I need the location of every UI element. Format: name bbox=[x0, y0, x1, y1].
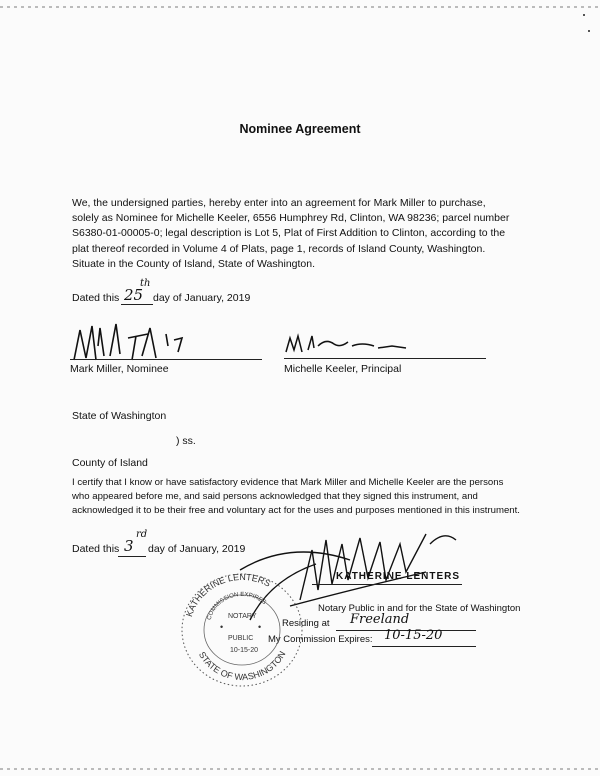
agreement-paragraph bbox=[72, 196, 542, 272]
signature-line-left bbox=[70, 359, 262, 360]
michelle-keeler-signature bbox=[282, 330, 422, 360]
venue-county: County of Island bbox=[72, 457, 148, 469]
notary-name-line bbox=[312, 584, 462, 585]
paragraph-line: Situate in the County of Island, State of Washington. bbox=[72, 257, 316, 270]
day-handwritten-2: 3 bbox=[124, 537, 134, 555]
venue-state: State of Washington bbox=[72, 410, 167, 422]
scan-speck bbox=[588, 30, 590, 32]
dated-line-1-prefix: Dated this bbox=[72, 292, 120, 304]
commission-underline bbox=[372, 646, 476, 647]
day-underline-1 bbox=[121, 304, 153, 305]
notary-name-stamp: KATHERINE LENTERS bbox=[336, 571, 461, 582]
notary-commission-label: My Commission Expires: bbox=[268, 634, 373, 645]
dated-line-1-suffix: day of January, 2019 bbox=[153, 292, 251, 304]
seal-outer-top: KATHERINE LENTERS bbox=[184, 571, 273, 618]
certification-line: I certify that I know or have satisfactory evidence that Mark Miller and Michelle Keeler are the persons bbox=[72, 477, 504, 488]
signature-line-right bbox=[284, 358, 486, 359]
certification-line: who appeared before me, and said persons acknowledged that they signed this instrument, and bbox=[72, 491, 478, 502]
document-title: Nominee Agreement bbox=[239, 122, 361, 136]
seal-date: 10-15-20 bbox=[230, 647, 259, 654]
notary-seal bbox=[176, 568, 308, 688]
notary-residing-value: Freeland bbox=[350, 612, 410, 627]
signatory-left-label: Mark Miller, Nominee bbox=[70, 363, 169, 375]
day-suffix-handwritten-1: th bbox=[140, 278, 151, 289]
scan-speck bbox=[583, 14, 585, 16]
certification-line: acknowledged it to be their free and voluntary act for the uses and purposes mentioned in this instrument. bbox=[72, 505, 520, 516]
dated-line-2-prefix: Dated this bbox=[72, 543, 120, 555]
notary-residing-label: Residing at bbox=[282, 618, 330, 629]
scan-artifact-bottom bbox=[0, 768, 600, 770]
paragraph-line: solely as Nominee for Michelle Keeler, 6556 Humphrey Rd, Clinton, WA 98236; parcel number bbox=[72, 212, 510, 225]
notary-commission-value: 10-15-20 bbox=[384, 628, 443, 643]
seal-public: PUBLIC bbox=[228, 635, 254, 642]
seal-outer-bottom: STATE OF WASHINGTON bbox=[196, 649, 288, 683]
day-suffix-handwritten-2: rd bbox=[136, 529, 148, 540]
notary-public-line: Notary Public in and for the State of Washington bbox=[318, 603, 521, 614]
venue-ss: ) ss. bbox=[176, 435, 196, 447]
paragraph-line: S6380-01-00005-0; legal description is Lot 5, Plat of First Addition to Clinton, according to the bbox=[72, 227, 506, 240]
seal-star-left: • bbox=[220, 622, 224, 632]
paragraph-line: plat thereof recorded in Volume 4 of Plats, page 1, records of Island County, Washington. bbox=[72, 242, 486, 255]
seal-inner-top: COMMISSION EXPIRES bbox=[206, 591, 267, 621]
signatory-right-label: Michelle Keeler, Principal bbox=[284, 363, 402, 375]
seal-star-right: • bbox=[258, 622, 262, 632]
seal-notary: NOTARY bbox=[228, 613, 257, 620]
scan-artifact-top bbox=[0, 6, 600, 8]
dated-line-2-suffix: day of January, 2019 bbox=[148, 543, 246, 555]
day-handwritten-1: 25 bbox=[124, 286, 144, 304]
certification-paragraph bbox=[72, 476, 522, 518]
paragraph-line: We, the undersigned parties, hereby enter into an agreement for Mark Miller to purchase, bbox=[72, 197, 486, 209]
day-underline-2 bbox=[118, 556, 146, 557]
